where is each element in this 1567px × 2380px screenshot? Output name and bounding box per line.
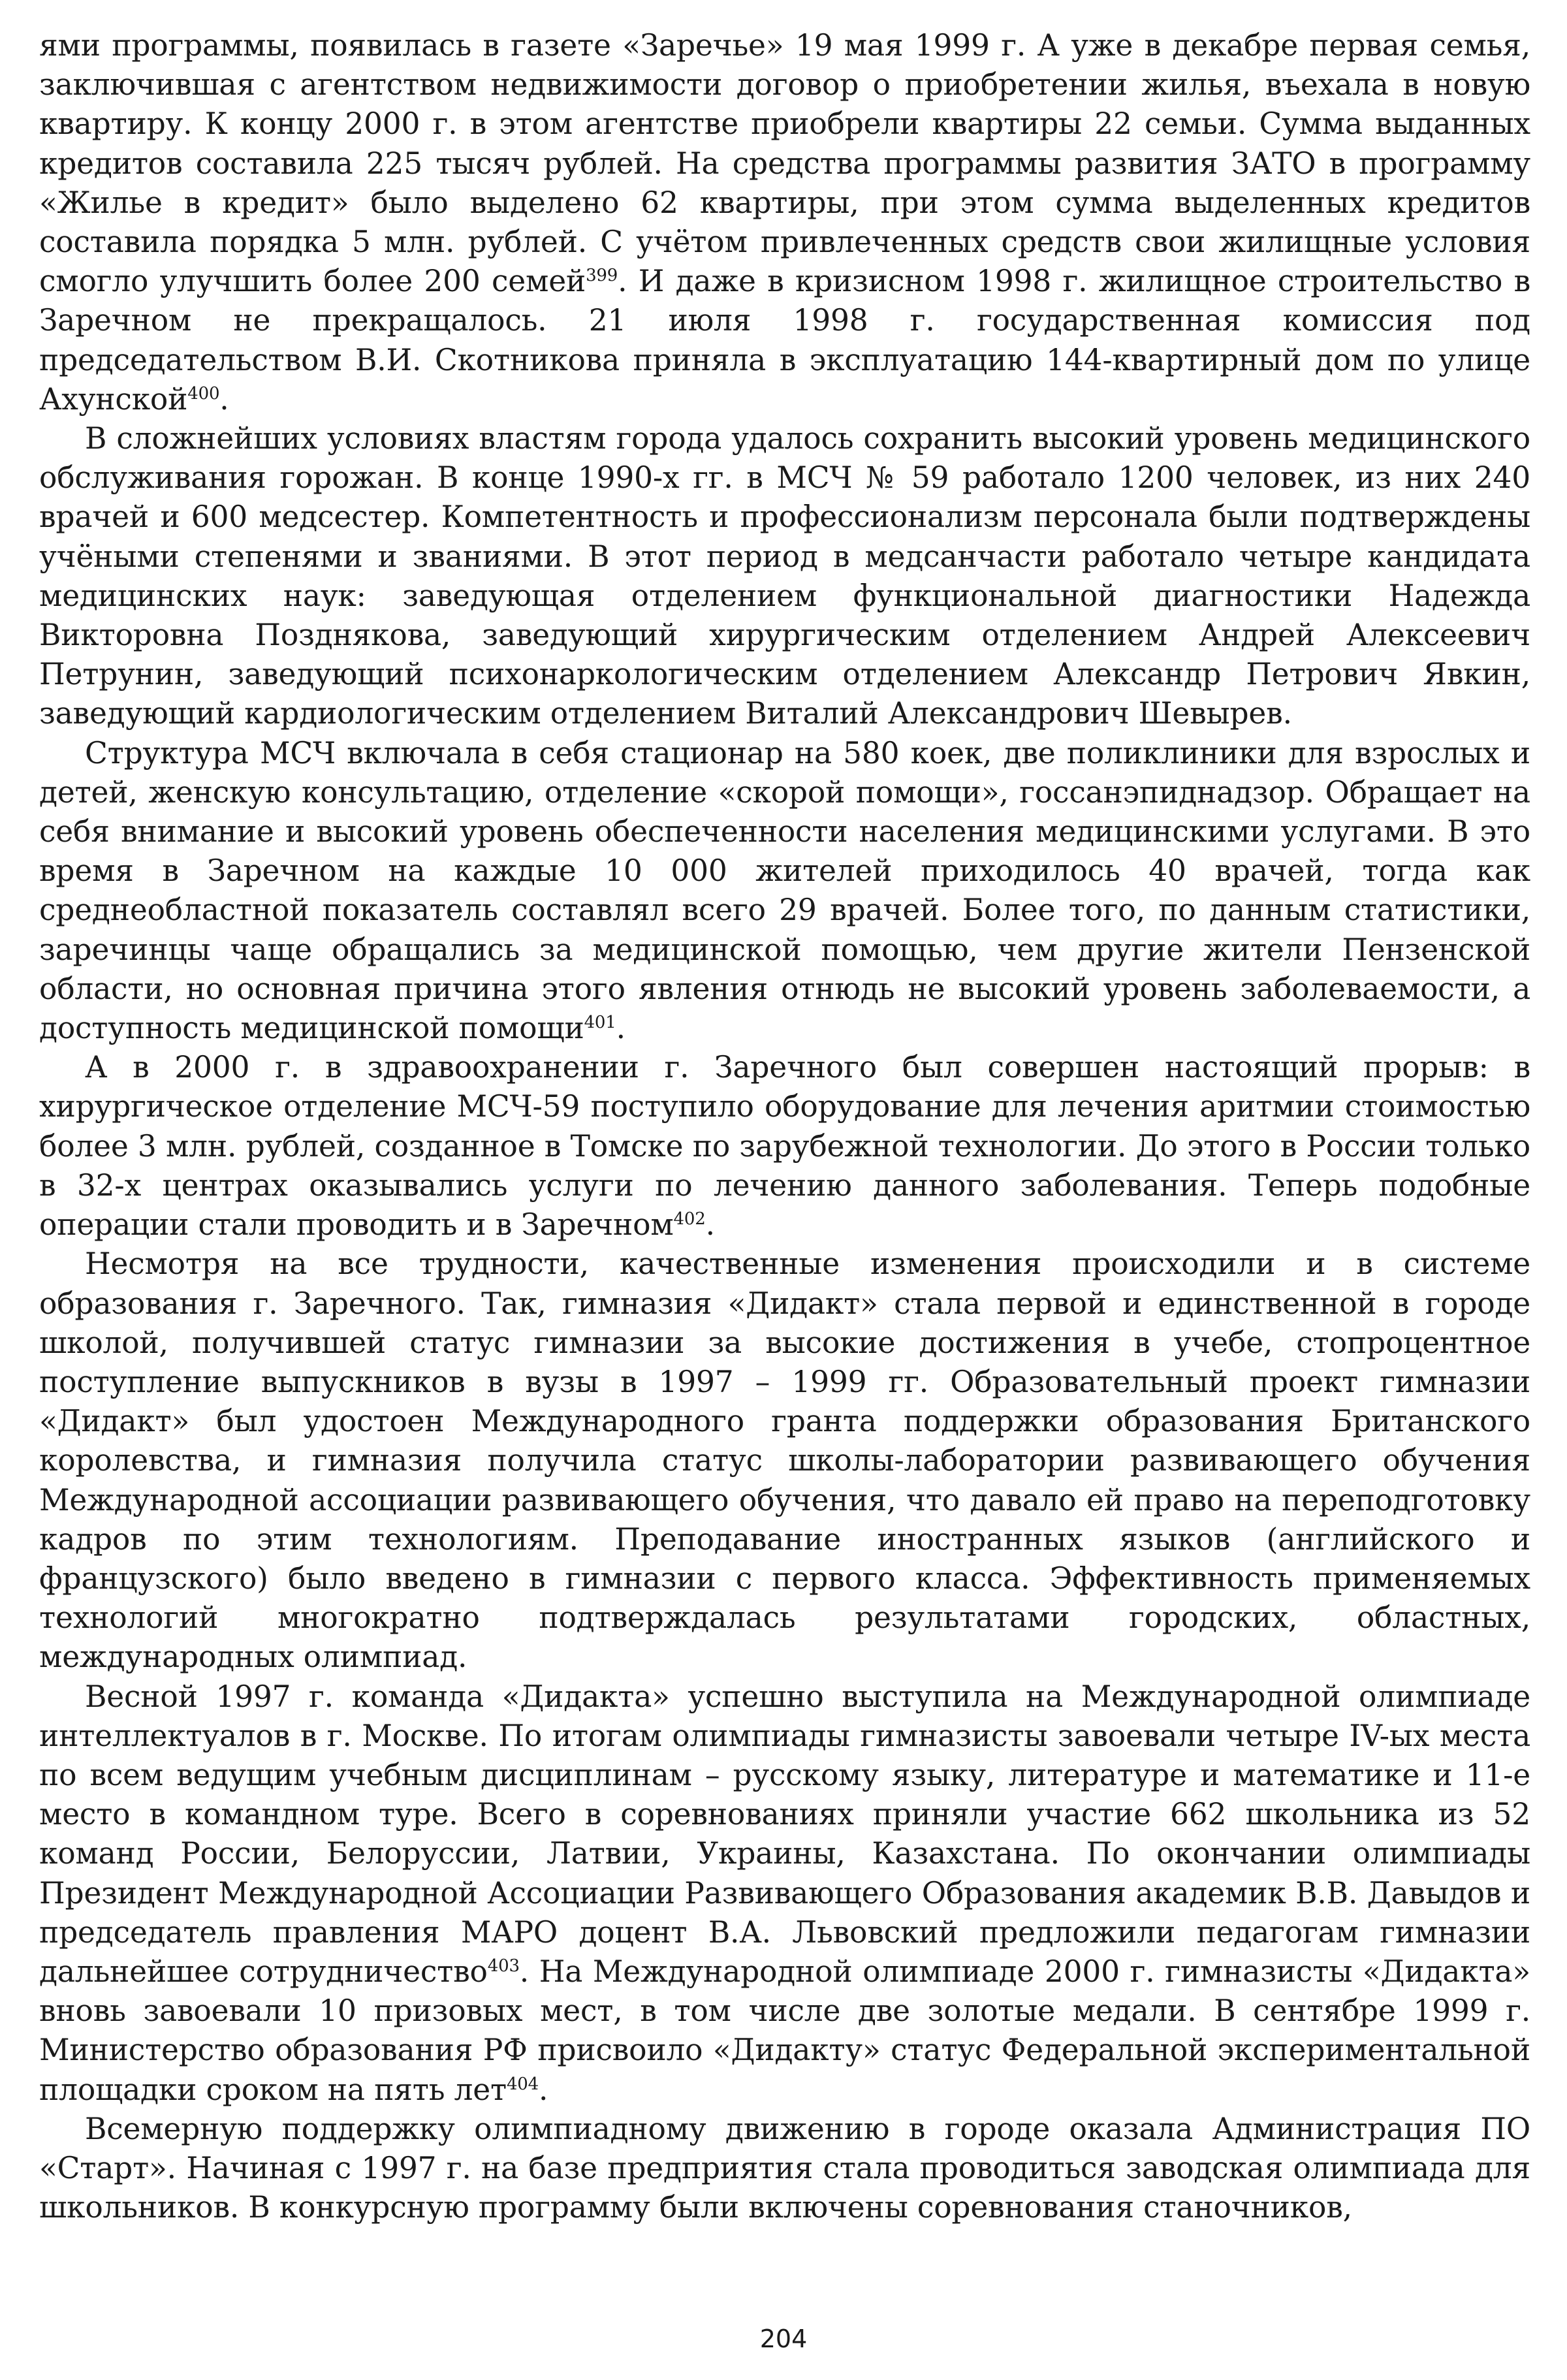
text-run: . <box>538 2072 548 2107</box>
paragraph-education-didakt <box>39 1245 1530 1677</box>
text-run: Несмотря на все трудности, качественные изменения происходили и в системе образования г. Заречного. Так, гимназия «Дидакт» стала первой и единственной в городе школой, получившей статус гимназии за высокие достижения в учебе, стопроцентное поступление выпускников в вузы в 1997 – 1999 гг. Образовательный проект гимназии «Дидакт» был удостоен Международного гранта поддержки образования Британского королевства, и гимназия получила статус школы-лаборатории развивающего обучения Международной ассоциации развивающего обучения, что давало ей право на переподготовку кадров по этим технологиям. Преподавание иностранных языков (английского и французского) было введено в гимназии с первого класса. Эффективность применяемых технологий многократно подтверждалась результатами городских, областных, международных олимпиад. <box>39 1246 1530 1675</box>
text-run: . <box>219 381 229 417</box>
paragraph-arrhythmia-equipment <box>39 1048 1530 1245</box>
text-run: Весной 1997 г. команда «Дидакта» успешно выступила на Международной олимпиаде интеллектуалов в г. Москве. По итогам олимпиады гимназисты завоевали четыре IV-ых места по всем ведущим учебным дисциплинам – русскому языку, литературе и математике и 11-е место в командном туре. Всего в соревнованиях приняли участие 662 школьника из 52 команд России, Белоруссии, Латвии, Украины, Казахстана. По окончании олимпиады Президент Международной Ассоциации Развивающего Образования академик В.В. Давыдов и председатель правления МАРО доцент В.А. Львовский предложили педагогам гимназии дальнейшее сотрудничество <box>39 1679 1530 1989</box>
text-run: ями программы, появилась в газете «Заречье» 19 мая 1999 г. А уже в декабре первая семья, заключившая с агентством недвижимости договор о приобретении жилья, въехала в новую квартиру. К концу 2000 г. в этом агентстве приобрели квартиры 22 семьи. Сумма выданных кредитов составила 225 тысяч рублей. На средства программы развития ЗАТО в программу «Жилье в кредит» было выделено 62 квартиры, при этом сумма выделенных кредитов составила порядка 5 млн. рублей. С учётом привлеченных средств свои жилищные условия смогло улучшить более 200 семей <box>39 28 1530 299</box>
text-run: . <box>616 1011 625 1046</box>
text-run: . На Международной олимпиаде 2000 г. гимназисты «Дидакта» вновь завоевали 10 призовых мест, в том числе две золотые медали. В сентябре 1999 г. Министерство образования РФ присвоило «Дидакту» статус Федеральной экспериментальной площадки сроком на пять лет <box>39 1954 1530 2107</box>
paragraph-start-support <box>39 2110 1530 2228</box>
text-run: Всемерную поддержку олимпиадному движению в городе оказала Администрация ПО «Старт». Начиная с 1997 г. на базе предприятия стала проводиться заводская олимпиада для школьников. В конкурсную программу были включены соревнования станочников, <box>39 2111 1530 2225</box>
footnote-ref-404: 404 <box>506 2074 539 2094</box>
footnote-ref-400: 400 <box>187 383 220 404</box>
page-body <box>39 26 1530 2227</box>
footnote-ref-403: 403 <box>487 1956 520 1976</box>
text-run: Структура МСЧ включала в себя стационар на 580 коек, две поликлиники для взрослых и детей, женскую консультацию, отделение «скорой помощи», госсанэпиднадзор. Обращает на себя внимание и высокий уровень обеспеченности населения медицинскими услугами. В это время в Заречном на каждые 10 000 жителей приходилось 40 врачей, тогда как среднеобластной показатель составлял всего 29 врачей. Более того, по данным статистики, заречинцы чаще обращались за медицинской помощью, чем другие жители Пензенской области, но основная причина этого явления отнюдь не высокий уровень заболеваемости, а доступность медицинской помощи <box>39 735 1530 1046</box>
paragraph-olympiad-1997 <box>39 1677 1530 2110</box>
text-run: . <box>705 1207 715 1243</box>
footnote-ref-401: 401 <box>584 1012 616 1032</box>
footnote-ref-399: 399 <box>586 266 618 286</box>
text-run: В сложнейших условиях властям города удалось сохранить высокий уровень медицинского обслуживания горожан. В конце 1990-х гг. в МСЧ № 59 работало 1200 человек, из них 240 врачей и 600 медсестер. Компетентность и профессионализм персонала были подтверждены учёными степенями и званиями. В этот период в медсанчасти работало четыре кандидата медицинских наук: заведующая отделением функциональной диагностики Надежда Викторовна Позднякова, заведующий хирургическим отделением Андрей Алексеевич Петрунин, заведующий психонаркологическим отделением Александр Петрович Явкин, заведующий кардиологическим отделением Виталий Александрович Шевырев. <box>39 421 1530 731</box>
text-run: . И даже в кризисном 1998 г. жилищное строительство в Заречном не прекращалось. 21 июля 1998 г. государственная комиссия под председательством В.И. Скотникова приняла в эксплуатацию 144-квартирный дом по улице Ахунской <box>39 264 1530 417</box>
paragraph-msch-structure <box>39 734 1530 1049</box>
page-number: 204 <box>759 2324 808 2353</box>
footnote-ref-402: 402 <box>673 1209 706 1229</box>
paragraph-medical-service <box>39 419 1530 734</box>
text-run: А в 2000 г. в здравоохранении г. Заречного был совершен настоящий прорыв: в хирургическое отделение МСЧ-59 поступило оборудование для лечения аритмии стоимостью более 3 млн. рублей, созданное в Томске по зарубежной технологии. До этого в России только в 32-х центрах оказывались услуги по лечению данного заболевания. Теперь подобные операции стали проводить и в Заречном <box>39 1050 1530 1243</box>
paragraph-housing-credit <box>39 26 1530 419</box>
